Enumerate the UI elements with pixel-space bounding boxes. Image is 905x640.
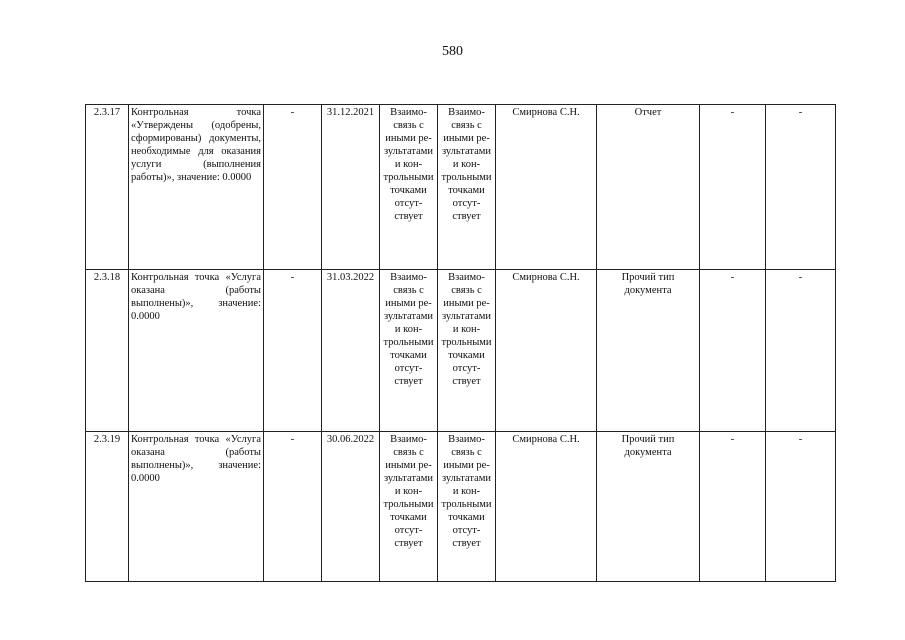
row-number: 2.3.18 (86, 270, 129, 432)
responsible-person: Смирнова С.Н. (496, 270, 597, 432)
dash-cell: - (766, 105, 836, 270)
table-row (86, 105, 836, 270)
dash-cell: - (700, 270, 766, 432)
due-date: 31.03.2022 (322, 270, 380, 432)
dash-cell: - (700, 105, 766, 270)
relation-cell: Взаимо- связь с иными ре- зультатами и кон- трольными точками отсут- ствует (380, 270, 438, 432)
relation-cell: Взаимо- связь с иными ре- зультатами и кон- трольными точками отсут- ствует (438, 270, 496, 432)
dash-cell: - (700, 432, 766, 582)
page-number: 580 (442, 44, 463, 59)
control-point-description: Контрольная точка «Услуга оказана (работы выполнены)», значение: 0.0000 (129, 270, 264, 432)
control-points-table (85, 104, 836, 582)
document-type: Прочий тип документа (597, 270, 700, 432)
control-point-description: Контрольная точка «Услуга оказана (работы выполнены)», значение: 0.0000 (129, 432, 264, 582)
dash-cell: - (766, 270, 836, 432)
dash-cell: - (264, 432, 322, 582)
table-row (86, 432, 836, 582)
due-date: 30.06.2022 (322, 432, 380, 582)
relation-cell: Взаимо- связь с иными ре- зультатами и кон- трольными точками отсут- ствует (438, 432, 496, 582)
responsible-person: Смирнова С.Н. (496, 105, 597, 270)
row-number: 2.3.19 (86, 432, 129, 582)
document-type: Прочий тип документа (597, 432, 700, 582)
dash-cell: - (264, 105, 322, 270)
dash-cell: - (264, 270, 322, 432)
dash-cell: - (766, 432, 836, 582)
control-point-description: Контрольная точка «Утверждены (одобрены, сформированы) документы, необходимые для оказания услуги (выполнения работы)», значение: 0.0000 (129, 105, 264, 270)
document-type: Отчет (597, 105, 700, 270)
responsible-person: Смирнова С.Н. (496, 432, 597, 582)
relation-cell: Взаимо- связь с иными ре- зультатами и кон- трольными точками отсут- ствует (380, 105, 438, 270)
table-row (86, 270, 836, 432)
relation-cell: Взаимо- связь с иными ре- зультатами и кон- трольными точками отсут- ствует (380, 432, 438, 582)
due-date: 31.12.2021 (322, 105, 380, 270)
row-number: 2.3.17 (86, 105, 129, 270)
relation-cell: Взаимо- связь с иными ре- зультатами и кон- трольными точками отсут- ствует (438, 105, 496, 270)
